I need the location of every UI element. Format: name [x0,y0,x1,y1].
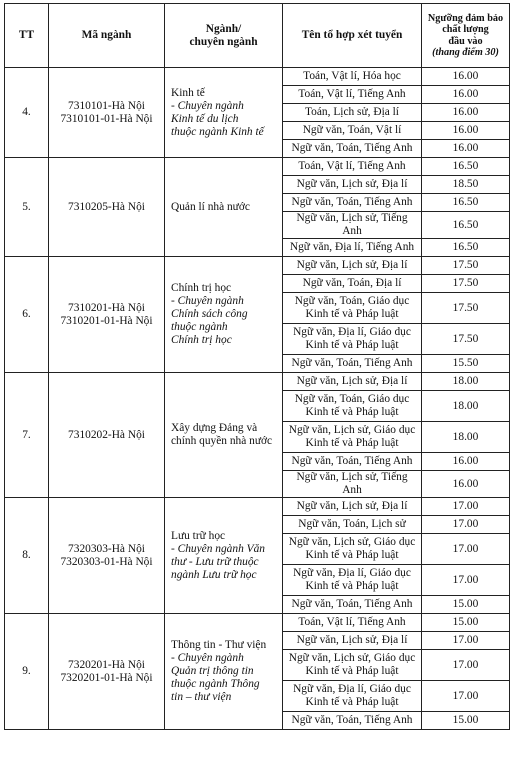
major-code: 7320201-Hà Nội [68,658,145,671]
threshold-score: 17.00 [422,516,510,534]
specialization-name: thuộc ngành Kinh tế [171,125,264,138]
header-score-line-2: chất lượng [442,24,489,35]
subject-combination [283,68,422,86]
threshold-score: 17.00 [422,650,510,681]
subject-combination-line: Toán, Vật lí, Tiếng Anh [298,88,406,100]
major-name: Thông tin - Thư viện [171,639,267,651]
major-code: 7310101-Hà Nội [68,99,145,112]
threshold-score: 16.00 [422,140,510,158]
threshold-score: 15.00 [422,712,510,730]
major-name-cell [165,257,283,373]
threshold-score: 18.50 [422,176,510,194]
subject-combination [283,614,422,632]
major-code: 7320303-01-Hà Nội [60,555,153,568]
specialization-name: ngành Lưu trữ học [171,568,257,581]
subject-combination-line: Ngữ văn, Lịch sử, Giáo dục [288,424,416,436]
subject-combination [283,158,422,176]
subject-combination [283,391,422,422]
subject-combination [283,212,422,239]
threshold-score: 17.50 [422,293,510,324]
major-name: Xây dựng Đảng và chính quyền nhà nước [171,422,273,447]
subject-combination-line: Ngữ văn, Toán, Giáo dục [294,295,410,307]
subject-combination-line: Ngữ văn, Toán, Tiếng Anh [291,455,413,467]
subject-combination-line: Ngữ văn, Toán, Giáo dục [294,393,410,405]
subject-combination [283,650,422,681]
subject-combination-line: Ngữ văn, Lịch sử, Giáo dục [288,536,416,548]
major-code: 7310101-01-Hà Nội [60,112,153,125]
major-code-cell [49,498,165,614]
subject-combination-line: Toán, Lịch sử, Địa lí [305,106,399,118]
subject-combination-line: Ngữ văn, Lịch sử, Địa lí [296,259,408,271]
subject-combination [283,293,422,324]
subject-combination-line: Kinh tế và Pháp luật [305,580,399,592]
subject-combination-line: Ngữ văn, Toán, Tiếng Anh [291,196,413,208]
subject-combination-line: Ngữ văn, Địa lí, Giáo dục [293,683,411,695]
subject-combination [283,104,422,122]
major-code: 7310201-01-Hà Nội [60,314,153,327]
specialization-name: - Chuyên ngành [171,652,244,664]
threshold-score: 16.00 [422,453,510,471]
subject-combination-line: Ngữ văn, Địa lí, Tiếng Anh [289,241,415,253]
header-major [165,4,283,68]
threshold-score: 16.50 [422,158,510,176]
threshold-score: 17.00 [422,565,510,596]
subject-combination-line: Toán, Vật lí, Tiếng Anh [298,616,406,628]
subject-combination [283,324,422,355]
table-row [5,498,510,516]
header-combination: Tên tổ hợp xét tuyển [283,4,422,68]
major-code-cell [49,158,165,257]
header-tt: TT [5,4,49,68]
subject-combination-line: Ngữ văn, Lịch sử, Địa lí [296,375,408,387]
threshold-score: 16.00 [422,68,510,86]
threshold-score: 17.00 [422,498,510,516]
subject-combination-line: Ngữ văn, Lịch sử, Giáo dục [288,652,416,664]
major-code: 7320201-01-Hà Nội [60,671,153,684]
major-name: Kinh tế [171,86,205,99]
row-number: 7. [5,373,49,498]
subject-combination-line: Kinh tế và Pháp luật [305,549,399,561]
major-code: 7320303-Hà Nội [68,542,145,555]
major-code-cell [49,68,165,158]
subject-combination [283,632,422,650]
subject-combination [283,275,422,293]
subject-combination-line: Ngữ văn, Lịch sử, Tiếng Anh [296,212,408,237]
table-header-row [5,4,510,68]
specialization-name: thuộc ngành Thông [171,678,260,690]
subject-combination-line: Ngữ văn, Lịch sử, Tiếng Anh [296,471,408,496]
header-score-line-4: (thang điểm 30) [432,47,499,58]
subject-combination-line: Ngữ văn, Địa lí, Giáo dục [293,567,411,579]
subject-combination-line: Kinh tế và Pháp luật [305,308,399,320]
row-number: 6. [5,257,49,373]
threshold-score: 16.00 [422,122,510,140]
threshold-score: 16.00 [422,471,510,498]
subject-combination-line: Ngữ văn, Toán, Vật lí [302,124,402,136]
threshold-score: 16.50 [422,239,510,257]
subject-combination-line: Ngữ văn, Toán, Lịch sử [298,518,406,530]
major-code-cell [49,614,165,730]
subject-combination-line: Ngữ văn, Toán, Tiếng Anh [291,714,413,726]
threshold-score: 18.00 [422,391,510,422]
header-major-line-1: Ngành/ [205,22,242,35]
subject-combination-line: Kinh tế và Pháp luật [305,437,399,449]
major-name-cell [165,158,283,257]
specialization-name: Quản trị thông tin [171,665,254,677]
major-code-cell [49,373,165,498]
threshold-score: 18.00 [422,422,510,453]
specialization-name: - Chuyên ngành Văn [171,542,265,555]
specialization-name: - Chuyên ngành [171,99,244,112]
subject-combination [283,122,422,140]
subject-combination-line: Ngữ văn, Lịch sử, Địa lí [296,634,408,646]
header-major-line-2: chuyên ngành [189,35,258,48]
specialization-name: Chính sách công [171,308,248,320]
major-code: 7310201-Hà Nội [68,301,145,314]
major-code-cell [49,257,165,373]
threshold-score: 17.50 [422,257,510,275]
table-row [5,373,510,391]
subject-combination-line: Kinh tế và Pháp luật [305,696,399,708]
subject-combination-line: Kinh tế và Pháp luật [305,339,399,351]
threshold-score: 16.00 [422,86,510,104]
major-name: Lưu trữ học [171,529,226,542]
major-name-cell [165,373,283,498]
admission-threshold-table [4,3,510,730]
header-score-line-1: Ngưỡng đảm bảo [427,12,504,24]
threshold-score: 16.00 [422,104,510,122]
specialization-name: Kinh tế du lịch [171,112,239,125]
threshold-score: 17.50 [422,324,510,355]
threshold-score: 17.00 [422,681,510,712]
table-row [5,614,510,632]
subject-combination-line: Ngữ văn, Địa lí, Giáo dục [293,326,411,338]
major-name: Chính trị học [171,282,232,294]
subject-combination [283,681,422,712]
subject-combination-line: Ngữ văn, Toán, Địa lí [302,277,402,289]
threshold-score: 16.50 [422,212,510,239]
header-score [422,4,510,68]
subject-combination [283,373,422,391]
major-code: 7310205-Hà Nội [68,200,145,213]
subject-combination [283,86,422,104]
subject-combination-line: Ngữ văn, Toán, Tiếng Anh [291,598,413,610]
subject-combination [283,565,422,596]
subject-combination [283,498,422,516]
major-name-cell [165,68,283,158]
subject-combination [283,471,422,498]
subject-combination [283,534,422,565]
major-name-cell [165,614,283,730]
threshold-score: 17.50 [422,275,510,293]
threshold-score: 15.50 [422,355,510,373]
specialization-name: Chính trị học [171,334,232,346]
subject-combination [283,355,422,373]
threshold-score: 15.00 [422,596,510,614]
subject-combination-line: Toán, Vật lí, Hóa học [303,70,401,82]
specialization-name: thuộc ngành [171,321,228,333]
table-row [5,158,510,176]
subject-combination-line: Ngữ văn, Toán, Tiếng Anh [291,142,413,154]
subject-combination [283,194,422,212]
row-number: 9. [5,614,49,730]
subject-combination-line: Ngữ văn, Lịch sử, Địa lí [296,500,408,512]
subject-combination [283,257,422,275]
threshold-score: 17.00 [422,632,510,650]
subject-combination [283,239,422,257]
table-row [5,257,510,275]
row-number: 5. [5,158,49,257]
subject-combination-line: Toán, Vật lí, Tiếng Anh [298,160,406,172]
subject-combination [283,712,422,730]
threshold-score: 15.00 [422,614,510,632]
threshold-score: 17.00 [422,534,510,565]
subject-combination-line: Ngữ văn, Lịch sử, Địa lí [296,178,408,190]
table-row [5,68,510,86]
major-code: 7310202-Hà Nội [68,428,145,441]
subject-combination [283,140,422,158]
subject-combination [283,176,422,194]
header-major-code: Mã ngành [49,4,165,68]
specialization-name: thư - Lưu trữ thuộc [171,555,259,568]
row-number: 8. [5,498,49,614]
subject-combination-line: Ngữ văn, Toán, Tiếng Anh [291,357,413,369]
major-name-cell [165,498,283,614]
specialization-name: - Chuyên ngành [171,295,244,307]
row-number: 4. [5,68,49,158]
specialization-name: tin – thư viện [171,691,232,703]
threshold-score: 16.50 [422,194,510,212]
subject-combination-line: Kinh tế và Pháp luật [305,406,399,418]
subject-combination [283,516,422,534]
subject-combination [283,453,422,471]
major-name: Quản lí nhà nước [171,200,250,213]
subject-combination [283,596,422,614]
table-body [5,68,510,730]
subject-combination-line: Kinh tế và Pháp luật [305,665,399,677]
subject-combination [283,422,422,453]
threshold-score: 18.00 [422,373,510,391]
header-score-line-3: đầu vào [448,35,483,47]
